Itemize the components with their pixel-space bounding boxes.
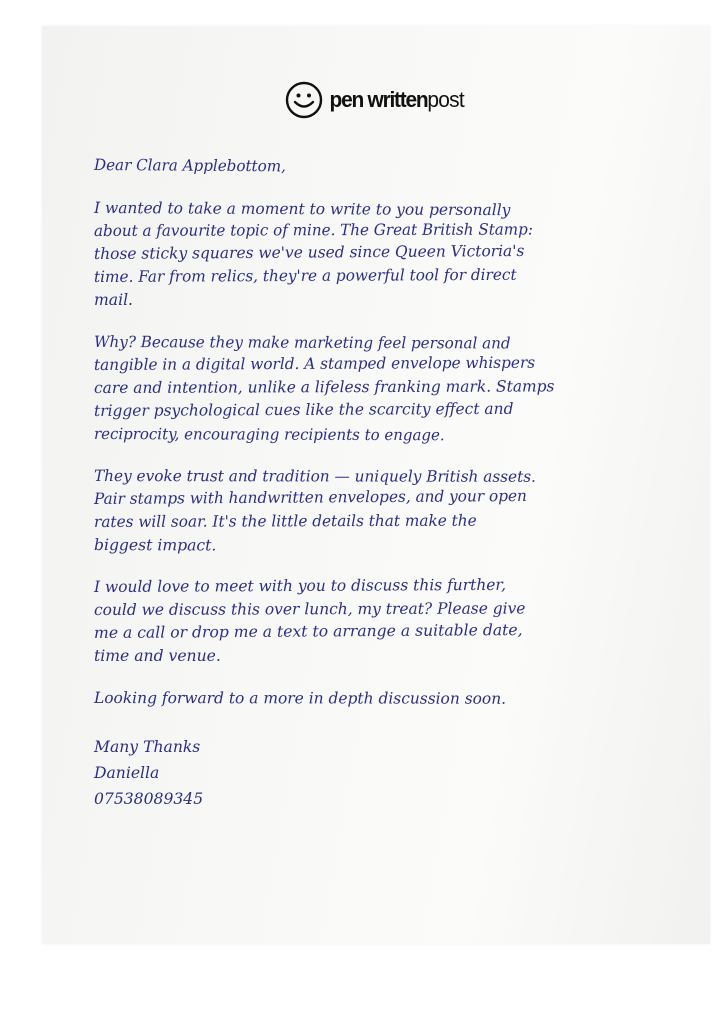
paragraph-line: Pair stamps with handwritten envelopes, and your open bbox=[93, 486, 527, 508]
signature-name: Daniella bbox=[94, 764, 160, 782]
brand-logo bbox=[42, 80, 710, 120]
brand-name-bold: pen written bbox=[329, 87, 428, 112]
brand-name-light: post bbox=[427, 87, 465, 112]
paragraph-1 bbox=[94, 197, 694, 312]
salutation-line: Dear Clara Applebottom, bbox=[93, 156, 286, 176]
paragraph-line: Why? Because they make marketing feel personal and bbox=[93, 333, 511, 353]
paragraph-line: I wanted to take a moment to write to you personally bbox=[93, 199, 511, 220]
paragraph-line: me a call or drop me a text to arrange a suitable date, bbox=[93, 621, 523, 642]
paragraph-line: time. Far from relics, they're a powerful tool for direct bbox=[93, 265, 517, 286]
paragraph-line: care and intention, unlike a lifeless franking mark. Stamps bbox=[93, 377, 555, 397]
paragraph-line: They evoke trust and tradition — uniquely British assets. bbox=[93, 467, 536, 486]
salutation bbox=[94, 154, 694, 177]
paragraph-line: I would love to meet with you to discuss this further, bbox=[93, 575, 507, 596]
brand-name bbox=[330, 87, 464, 113]
paragraph-line: trigger psychological cues like the scarcity effect and bbox=[93, 399, 514, 420]
closing-text: Many Thanks bbox=[94, 738, 201, 756]
paragraph-3 bbox=[94, 465, 694, 557]
sign-off bbox=[94, 736, 694, 811]
paragraph-5 bbox=[94, 687, 694, 710]
paragraph-line: rates will soar. It's the little details that make the bbox=[93, 511, 477, 531]
paragraph-line: reciprocity, encouraging recipients to engage. bbox=[93, 425, 445, 445]
paragraph-line: Looking forward to a more in depth discussion soon. bbox=[93, 689, 507, 708]
paragraph-4 bbox=[94, 576, 694, 668]
paragraph-line: biggest impact. bbox=[93, 536, 217, 555]
paragraph-line: mail. bbox=[94, 291, 134, 309]
paragraph-line: could we discuss this over lunch, my treat? Please give bbox=[93, 599, 526, 619]
letter-page bbox=[42, 26, 710, 944]
phone-number: 07538089345 bbox=[94, 790, 204, 808]
smiley-face-icon bbox=[284, 80, 324, 120]
paragraph-2 bbox=[94, 331, 694, 446]
handwritten-letter bbox=[94, 154, 694, 814]
paragraph-line: those sticky squares we've used since Queen Victoria's bbox=[93, 241, 525, 263]
paragraph-line: tangible in a digital world. A stamped envelope whispers bbox=[93, 353, 536, 374]
paragraph-line: about a favourite topic of mine. The Great British Stamp: bbox=[93, 220, 533, 240]
paragraph-line: time and venue. bbox=[94, 647, 221, 665]
